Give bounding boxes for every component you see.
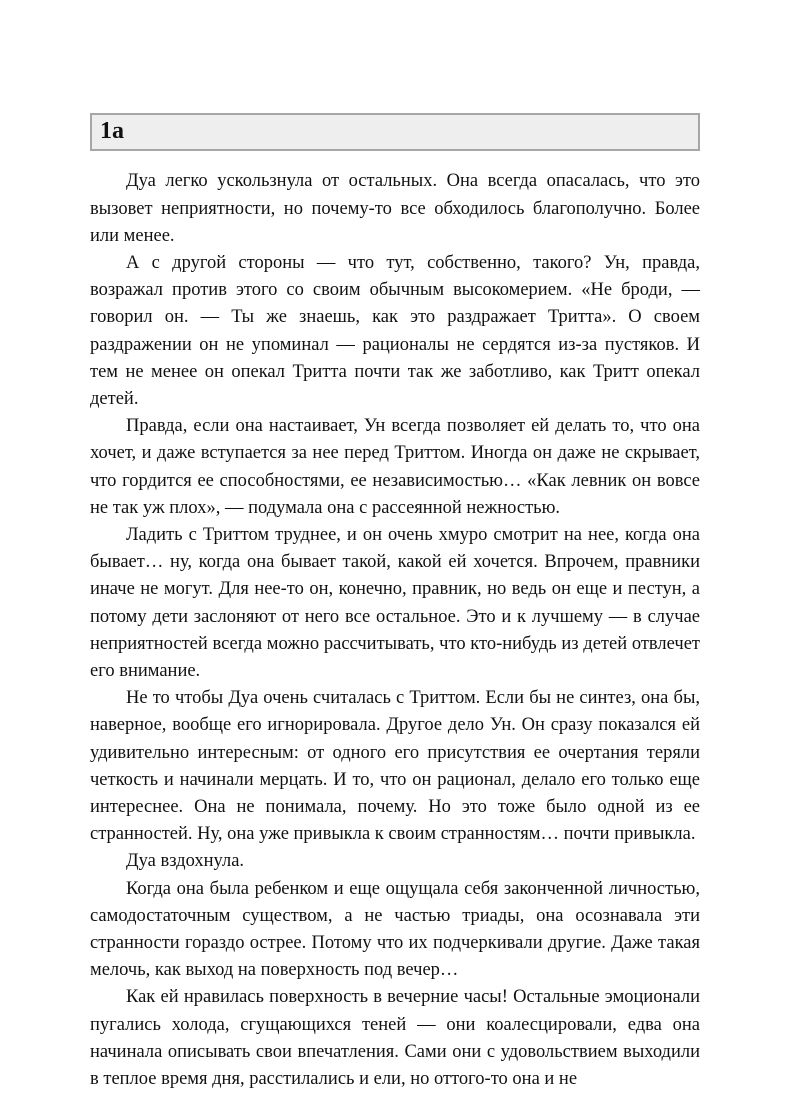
paragraph: Дуа вздохнула.: [126, 851, 245, 872]
paragraph: Дуа легко ускользнула от остальных. Она всегда опасалась, что это вызовет неприятности, но почему-то все обходилось благополучно. Более или менее.: [90, 171, 700, 246]
paragraph: Ладить с Триттом труднее, и он очень хмуро смотрит на нее, когда она бывает… ну, когда она бывает такой, какой ей хочется. Впрочем, правники иначе не могут. Для нее-то он, конечно, правник, но ведь он еще и пестун, а потому дети заслоняют от него все остальное. Это и к лучшему — в случае неприятностей всегда можно рассчитывать, что кто-нибудь из детей отвлечет его внимание.: [90, 525, 700, 682]
paragraph: Правда, если она настаивает, Ун всегда позволяет ей делать то, что она хочет, и даже вступается за нее перед Триттом. Иногда он даже не скрывает, что гордится ее способностями, ее независимостью… «Как левник он вовсе не так уж плох», — подумала она с рассеянной нежностью.: [90, 416, 700, 518]
text-block: [90, 168, 700, 1093]
paragraph: Когда она была ребенком и еще ощущала себя законченной личностью, самодостаточным существом, а не частью триады, она осознавала эти странности гораздо острее. Потому что их подчеркивали другие. Даже такая мелочь, как выход на поверхность под вечер…: [90, 878, 700, 981]
page-content: [90, 113, 700, 1093]
paragraph: Не то чтобы Дуа очень считалась с Триттом. Если бы не синтез, она бы, наверное, вообще его игнорировала. Другое дело Ун. Он сразу показался ей удивительно интересным: от одного его присутствия ее очертания теряли четкость и начинали мерцать. И то, что он рационал, делало его только еще интереснее. Она не понимала, почему. Но это тоже было одной из ее странностей. Ну, она уже привыкла к своим странностям… почти привыкла.: [90, 688, 700, 845]
chapter-label: 1a: [100, 118, 124, 144]
paragraph: Как ей нравилась поверхность в вечерние часы! Остальные эмоционали пугались холода, сгущающихся теней — они коалесцировали, едва она начинала описывать свои впечатления. Сами они с удовольствием выходили в теплое время дня, расстилались и ели, но оттого-то она и не: [90, 987, 700, 1090]
paragraph: А с другой стороны — что тут, собственно, такого? Ун, правда, возражал против этого со своим обычным высокомерием. «Не броди, — говорил он. — Ты же знаешь, как это раздражает Тритта». О своем раздражении он не упоминал — рационалы не сердятся из-за пустяков. И тем не менее он опекал Тритта почти так же заботливо, как Тритт опекал детей.: [90, 253, 700, 410]
chapter-header: [90, 113, 700, 151]
